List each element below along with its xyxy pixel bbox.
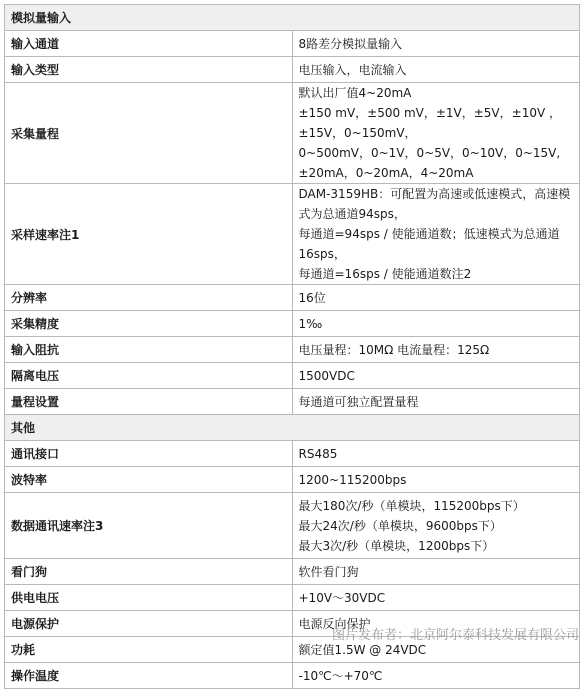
spec-label: 隔离电压 [5,363,293,389]
spec-line: 电压量程：10MΩ 电流量程：125Ω [298,342,490,357]
section-header [5,5,580,31]
spec-value [292,363,580,389]
spec-value [292,184,580,285]
spec-label: 操作温度 [5,663,293,689]
spec-label: 通讯接口 [5,441,293,467]
spec-line: RS485 [298,446,338,461]
spec-row [5,31,580,57]
spec-label: 供电电压 [5,585,293,611]
spec-label: 分辨率 [5,285,293,311]
spec-line: 1500VDC [298,368,355,383]
spec-row [5,285,580,311]
spec-line: 每通道=94sps / 使能通道数；低速模式为总通道16sps， [298,227,560,261]
spec-row [5,493,580,559]
spec-label: 量程设置 [5,389,293,415]
spec-label: 电源保护 [5,611,293,637]
spec-row [5,311,580,337]
spec-value [292,311,580,337]
spec-row [5,663,580,689]
spec-line: 0~500mV，0~1V，0~5V，0~10V，0~15V,±20mA，0~20mA，4~20mA [298,146,561,180]
spec-line: -10℃～+70℃ [298,668,383,683]
spec-value [292,83,580,184]
spec-line: 16位 [298,290,326,305]
spec-label: 波特率 [5,467,293,493]
spec-label: 采集精度 [5,311,293,337]
spec-row [5,389,580,415]
spec-line: 每通道可独立配置量程 [298,394,419,409]
spec-line: 额定值1.5W @ 24VDC [298,642,427,657]
spec-value [292,285,580,311]
spec-value [292,441,580,467]
spec-label: 输入类型 [5,57,293,83]
spec-value [292,585,580,611]
spec-line: +10V～30VDC [298,590,386,605]
section-header [5,415,580,441]
spec-line: 最大24次/秒（单模块，9600bps下） [298,518,502,533]
spec-row [5,363,580,389]
spec-value [292,31,580,57]
spec-row [5,441,580,467]
spec-row [5,559,580,585]
spec-value [292,389,580,415]
spec-line: 电压输入，电流输入 [298,62,407,77]
spec-value [292,467,580,493]
spec-row [5,83,580,184]
spec-label: 输入通道 [5,31,293,57]
spec-value [292,337,580,363]
spec-line: 电源反向保护 [298,616,371,631]
spec-label: 输入阻抗 [5,337,293,363]
spec-line: 1200~115200bps [298,472,407,487]
spec-line: 8路差分模拟量输入 [298,36,403,51]
spec-line: 默认出厂值4~20mA [298,86,412,100]
spec-label: 数据通讯速率注3 [5,493,293,559]
spec-line: 1‰ [298,316,323,331]
section-title: 其他 [5,415,580,441]
section-title: 模拟量输入 [5,5,580,31]
spec-line: ±150 mV，±500 mV，±1V，±5V，±10V ，±15V，0~150mV， [298,106,561,140]
spec-line: 每通道=16sps / 使能通道数注2 [298,267,472,281]
spec-value [292,57,580,83]
spec-label: 看门狗 [5,559,293,585]
spec-line: DAM-3159HB：可配置为高速或低速模式，高速模式为总通道94sps， [298,187,571,221]
spec-label: 采集量程 [5,83,293,184]
spec-row [5,184,580,285]
spec-row [5,337,580,363]
spec-row [5,585,580,611]
spec-value [292,663,580,689]
spec-line: 最大180次/秒（单模块，115200bps下） [298,498,525,513]
spec-line: 最大3次/秒（单模块，1200bps下） [298,538,495,553]
spec-label: 功耗 [5,637,293,663]
watermark: 图片发布者：北京阿尔泰科技发展有限公司 [331,628,579,643]
spec-row [5,467,580,493]
spec-value [292,559,580,585]
spec-label: 采样速率注1 [5,184,293,285]
spec-row [5,57,580,83]
spec-line: 软件看门狗 [298,564,359,579]
spec-table [4,4,580,689]
spec-value [292,493,580,559]
